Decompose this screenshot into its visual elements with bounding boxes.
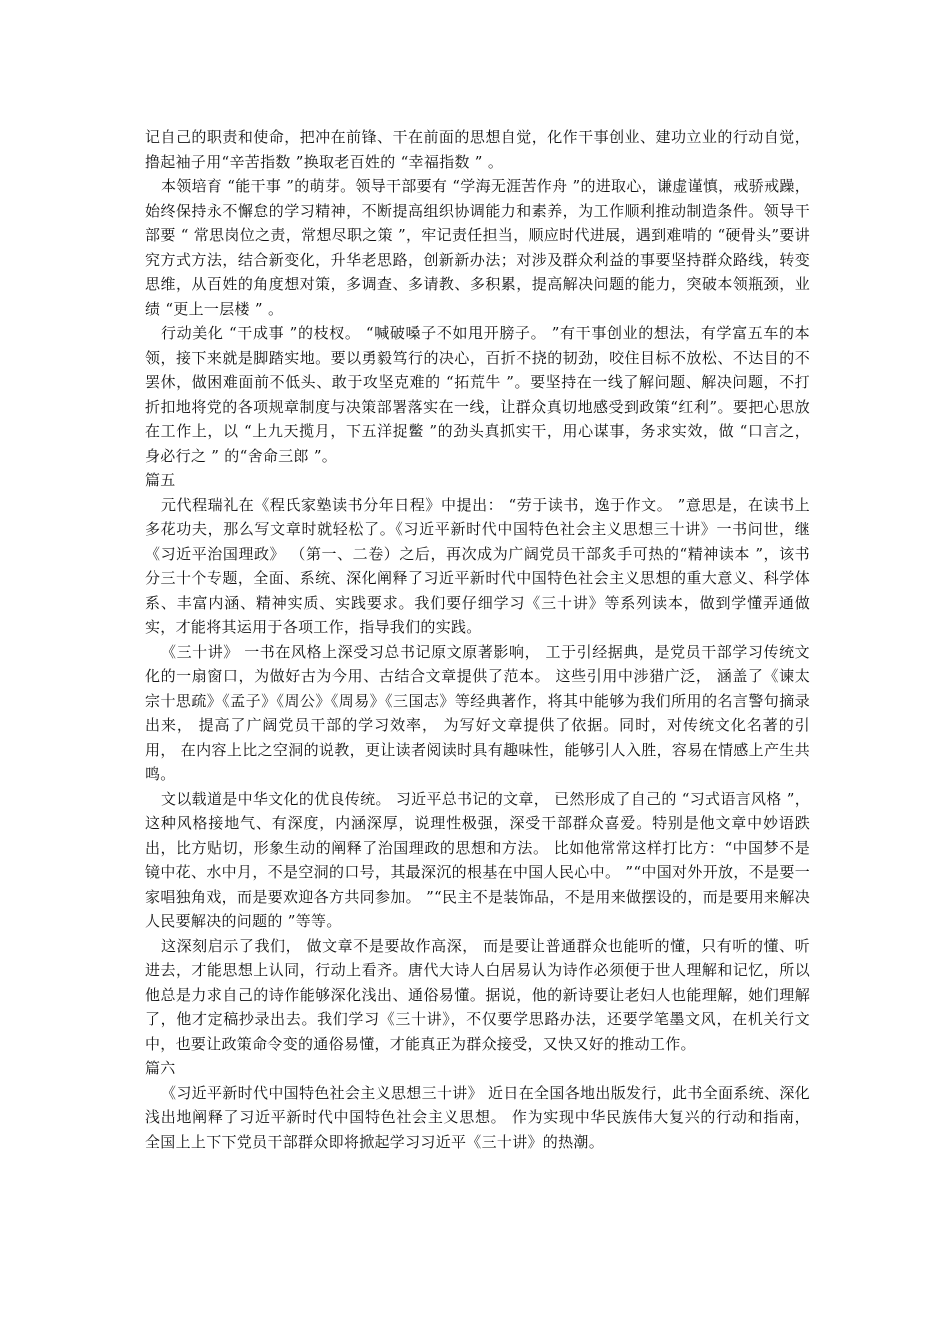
section-title-5: 篇五 — [145, 471, 176, 489]
paragraph-action: 行动美化 “干成事 ”的枝杈。 “喊破嗓子不如甩开膀子。 ”有干事创业的想法，有学富五车的本领，接下来就是脚踏实地。要以勇毅笃行的决心，百折不挠的韧劲，咬住目标不放松、不达目的不罢休，做困难面前不低头、敢于攻坚克难的 “拓荒牛 ”。要坚持在一线了解问题、解决问题，不打折扣地将党的各项规章制度与决策部署落实在一线，让群众真切地感受到政策“红利”。要把心思放在工作上，以 “上九天揽月，下五洋捉鳖 ”的劲头真抓实干，用心谋事，务求实效，做 “口言之，身必行之 ” 的“舍命三郎 ”。 — [145, 324, 810, 465]
paragraph-continuation: 记自己的职责和使命，把冲在前锋、干在前面的思想自觉，化作干事创业、建功立业的行动自觉，撸起袖子用“辛苦指数 ”换取老百姓的 “幸福指数 ” 。 — [145, 128, 810, 171]
paragraph-reading: 元代程瑞礼在《程氏家塾读书分年日程》中提出： “劳于读书，逸于作文。 ”意思是，在读书上多花功夫，那么写文章时就轻松了。《习近平新时代中国特色社会主义思想三十讲》一书问世，继《习近平治国理政》 （第一、二卷）之后，再次成为广阔党员干部炙手可热的“精神读本 ”，该书分三十个专题，全面、系统、深化阐释了习近平新时代中国特色社会主义思想的重大意义、科学体系、丰富内涵、精神实质、实践要求。我们要仔细学习《三十讲》等系列读本，做到学懂弄通做实，才能将其运用于各项工作，指导我们的实践。 — [145, 495, 810, 636]
paragraph-publication: 《习近平新时代中国特色社会主义思想三十讲》 近日在全国各地出版发行，此书全面系统、深化浅出地阐释了习近平新时代中国特色社会主义思想。 作为实现中华民族伟大复兴的行动和指南， 全国上上下下党员干部群众即将掀起学习习近平《三十讲》的热潮。 — [145, 1083, 810, 1151]
document-page — [145, 125, 810, 1154]
paragraph-inspiration: 这深刻启示了我们， 做文章不是要故作高深， 而是要让普通群众也能听的懂，只有听的懂、听进去，才能思想上认同，行动上看齐。唐代大诗人白居易认为诗作必须便于世人理解和记忆，所以他总是力求自己的诗作能够深化浅出、通俗易懂。据说，他的新诗要让老妇人也能理解，她们理解了，他才定稿抄录出去。我们学习《三十讲》，不仅要学思路办法，还要学笔墨文风，在机关行文中，也要让政策命令变的通俗易懂，才能真正为群众接受，又快又好的推动工作。 — [145, 936, 810, 1053]
section-title-6: 篇六 — [145, 1059, 176, 1077]
paragraph-writing-style: 文以载道是中华文化的优良传统。 习近平总书记的文章， 已然形成了自己的 “习式语言风格 ”，这种风格接地气、有深度，内涵深厚，说理性极强，深受干部群众喜爱。特别是他文章中妙语跌出，比方贴切，形象生动的阐释了治国理政的思想和方法。 比如他常常这样打比方：“中国梦不是镜中花、水中月，不是空洞的口号，其最深沉的根基在中国人民心中。 ”“中国对外开放，不是要一家唱独角戏，而是要欢迎各方共同参加。 ”“民主不是装饰品，不是用来做摆设的，而是要用来解决人民要解决的问题的 ”等等。 — [145, 789, 810, 930]
paragraph-ability: 本领培育 “能干事 ”的萌芽。领导干部要有 “学海无涯苦作舟 ”的进取心，谦虚谨慎，戒骄戒躁，始终保持永不懈怠的学习精神，不断提高组织协调能力和素养，为工作顺利推动制造条件。领导干部要 “ 常思岗位之责，常想尽职之策 ”，牢记责任担当，顺应时代进展，遇到难啃的 “硬骨头”要讲究方式方法，结合新变化，升华老思路，创新新办法；对涉及群众利益的事要坚持群众路线，转变思维，从百姓的角度想对策，多调查、多请教、多积累，提高解决问题的能力，突破本领瓶颈，业绩 “更上一层楼 ” 。 — [145, 177, 810, 318]
paragraph-thirty-lectures: 《三十讲》 一书在风格上深受习总书记原文原著影响， 工于引经据典，是党员干部学习传统文化的一扇窗口，为做好古为今用、古结合文章提供了范本。 这些引用中涉猎广泛， 涵盖了《谏太宗十思疏》《孟子》《周公》《周易》《三国志》等经典著作，将其中能够为我们所用的名言警句摘录出来， 提高了广阔党员干部的学习效率， 为写好文章提供了依据。同时，对传统文化名著的引用， 在内容上比之空洞的说教，更让读者阅读时具有趣味性，能够引人入胜，容易在情感上产生共鸣。 — [145, 642, 810, 783]
